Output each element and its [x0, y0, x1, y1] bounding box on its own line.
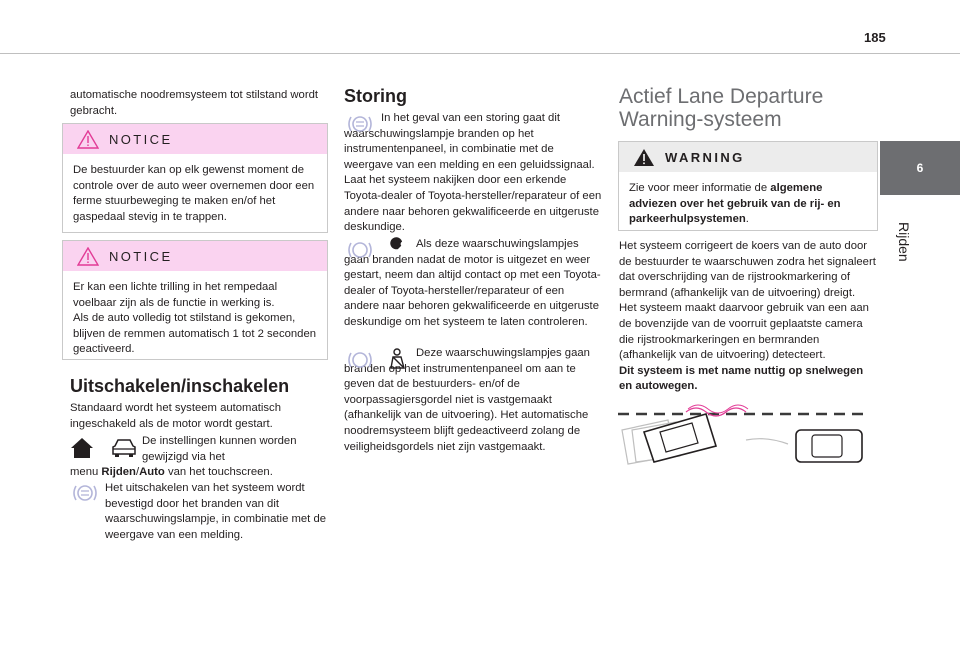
notice-box-1 — [62, 123, 328, 233]
menu-path-auto: Auto — [139, 466, 165, 479]
warning-text: Zie voor meer informatie de algemene adviezen over het gebruik van de rij- en parkeerhulpsystemen. — [629, 182, 841, 226]
warning-triangle-icon — [77, 130, 99, 149]
seatbelt-icon — [388, 348, 410, 372]
warning-box — [618, 141, 878, 231]
lane-warning-light-icon — [72, 483, 98, 503]
paragraph: In het geval van een storing gaat dit waarschuwingslampje branden op het instrumentenpaneel, in combinatie met de weergave van een melding en een geluidssignaal. — [344, 112, 595, 171]
notice-text: De bestuurder kan op elk gewenst moment de controle over de auto weer overnemen door een ferme stuurbeweging te maken en/of het gaspedaal stevig in te trappen. — [73, 164, 315, 223]
home-icon — [70, 437, 94, 459]
paragraph: Laat het systeem nakijken door een erkende Toyota-dealer of Toyota-hersteller/reparateur of een andere naar behoren gekwalificeerde en uitgeruste deskundige. — [344, 174, 602, 234]
paragraph: Het systeem maakt daarvoor gebruik van een aan de bovenzijde van de voorruit geplaatste camera die rijstrookmarkeringen en bermranden (afhankelijk van de uitvoering) detecteert. — [619, 302, 869, 362]
warning-triangle-icon — [77, 247, 99, 266]
service-paragraph — [344, 237, 602, 331]
notice-text: Als de auto volledig tot stilstand is gekomen, blijven de remmen automatisch 1 tot 2 seconden geactiveerd. — [73, 312, 317, 356]
section-heading: Actief Lane Departure Warning-systeem — [619, 85, 824, 131]
paragraph: Het systeem corrigeert de koers van de auto door de bestuurder te waarschuwen zodra het signaleert dat overschrijding van de rijstrookmarkering of bermrand (afhankelijk van de uitvoering) dreigt. — [619, 240, 876, 299]
notice-label: NOTICE — [109, 132, 173, 147]
seatbelt-paragraph — [344, 346, 602, 455]
car-in-lane-icon — [796, 430, 862, 462]
top-divider — [0, 53, 960, 54]
intro-text: automatische noodremsysteem tot stilstand wordt gebracht. — [70, 89, 319, 117]
paragraph: Deze waarschuwingslampjes gaan branden op het instrumentenpaneel om aan te geven dat de bestuurders- en/of de voorpassagiersgordel niet is vastgemaakt (afhankelijk van de uitvoering). Het automatische noodremsysteem blijft gedeactiveerd zolang de veiligheidsgordels niet zijn vastgemaakt. — [344, 347, 590, 453]
chapter-title: Rijden — [896, 222, 912, 262]
page-number: 185 — [864, 30, 886, 45]
notice-text: Er kan een lichte trilling in het rempedaal voelbaar zijn als de functie in werking is. — [73, 281, 278, 309]
paragraph: Als deze waarschuwingslampjes gaan branden nadat de motor is uitgezet en weer gestart, neem dan altijd contact op met een Toyota-dealer of Toyota-hersteller/reparateur of een andere naar behoren gekwalificeerde en uitgeruste deskundige om het systeem te laten controleren. — [344, 238, 601, 328]
lane-departure-illustration — [616, 400, 872, 466]
warning-triangle-icon — [633, 148, 655, 167]
chapter-tab[interactable]: 6 — [880, 141, 960, 195]
paragraph: Standaard wordt het systeem automatisch ingeschakeld als de motor wordt gestart. — [70, 402, 281, 430]
fault-paragraph — [344, 111, 602, 236]
warning-label: WARNING — [665, 150, 745, 165]
notice-label: NOTICE — [109, 249, 173, 264]
disable-paragraph — [70, 481, 328, 543]
notice-box-2 — [62, 240, 328, 360]
menu-path-rijden: Rijden — [101, 466, 136, 479]
brake-warning-light-icon — [347, 240, 373, 260]
lane-departure-description — [619, 239, 877, 395]
paragraph-bold: Dit systeem is met name nuttig op snelwegen en autowegen. — [619, 364, 864, 393]
car-settings-icon — [110, 437, 138, 459]
section-heading: Uitschakelen/inschakelen — [70, 376, 290, 396]
settings-paragraph: De instellingen kunnen worden gewijzigd via het menu Rijden/Auto van het touchscreen. — [70, 434, 328, 481]
car-drifting-icon — [644, 414, 716, 462]
paragraph: De instellingen kunnen worden gewijzigd via het — [142, 435, 297, 463]
brake-warning-light-icon — [347, 350, 373, 370]
section-heading: Storing — [344, 86, 407, 106]
wrench-icon — [384, 237, 410, 263]
brake-warning-light-icon — [347, 114, 373, 134]
paragraph: Het uitschakelen van het systeem wordt bevestigd door het branden van dit waarschuwingslampje, in combinatie met de weergave van een melding. — [105, 482, 327, 541]
